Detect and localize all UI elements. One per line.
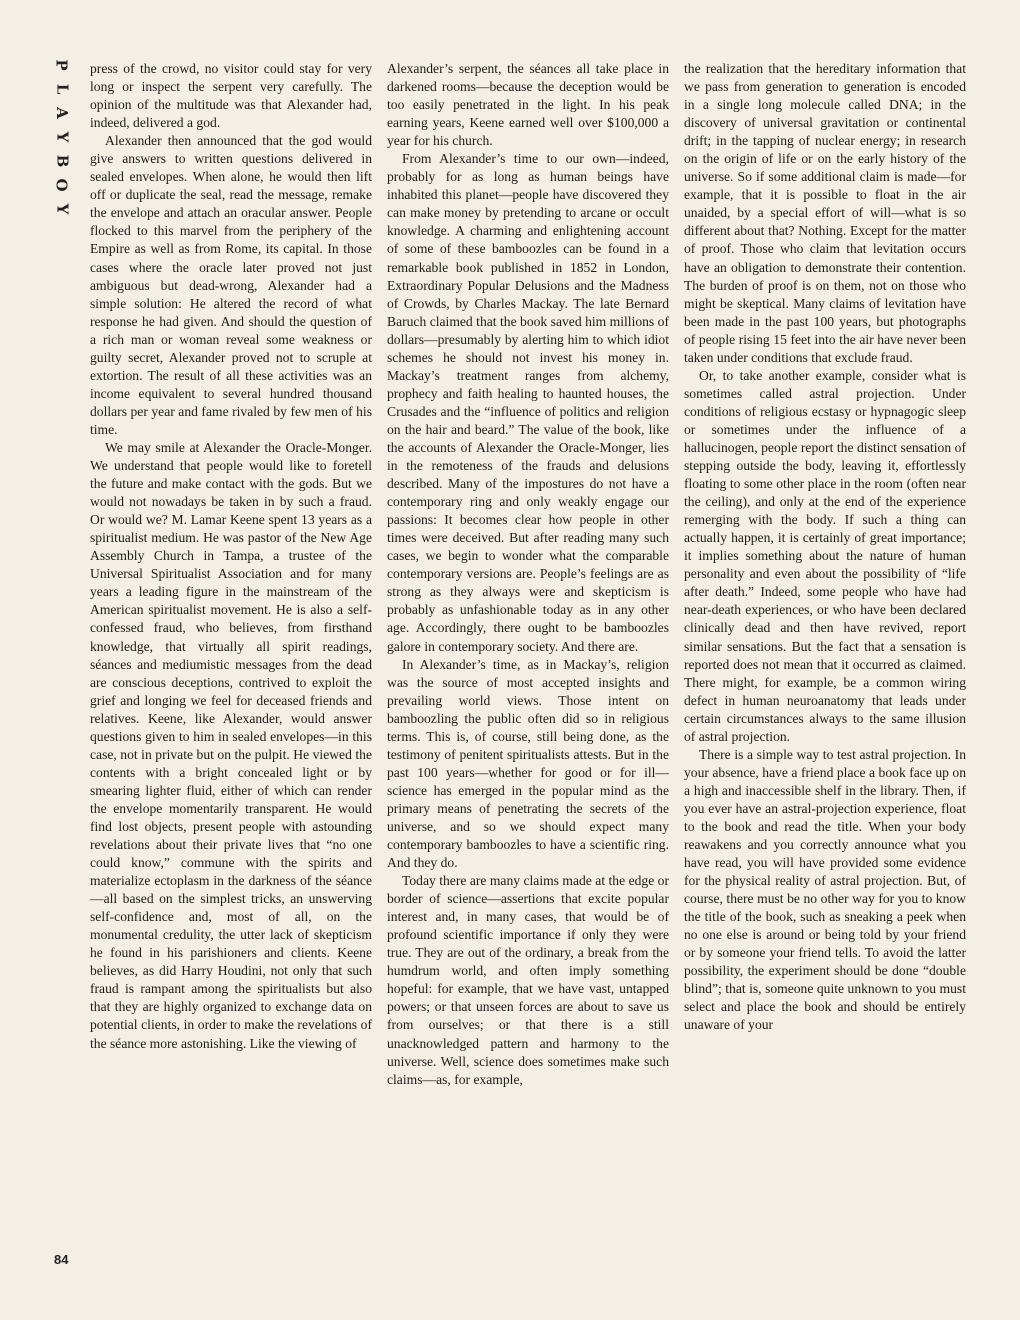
magazine-name-letter: Y [53, 131, 71, 143]
paragraph: Today there are many claims made at the edge or border of science—assertions that excite popular interest and, in many cases, that would be of profound scientific importance if only they were true. They are out of the ordinary, a break from the humdrum world, and often imply something hopeful: for example, that we have vast, untapped powers; or that unseen forces are about to save us from ourselves; or that there is a still unacknowledged pattern and harmony to the universe. Well, science does sometimes make such claims—as, for example, [387, 873, 669, 1087]
paragraph: Alexander then announced that the god would give answers to written questions delivered in sealed envelopes. When alone, he would then lift off or duplicate the seal, read the message, remake the envelope and attach an oracular answer. People flocked to this marvel from the periphery of the Empire as well as from Rome, its capital. In those cases where the oracle later proved not just ambiguous but dead-wrong, Alexander had a simple solution: He altered the record of what response he had given. And should the question of a rich man or woman reveal some weakness or guilty secret, Alexander proved not to scruple at extortion. The result of all these activities was an income equivalent to several hundred thousand dollars per year and fame rivaled by few men of his time. [90, 133, 372, 437]
paragraph: the realization that the hereditary information that we pass from generation to generation is encoded in a single long molecule called DNA; in the discovery of universal gravitation or continental drift; in the tapping of nuclear energy; in research on the origin of life or on the early history of the universe. So if some additional claim is made—for example, that it is possible to float in the air unaided, by a special effort of will—what is so different about that? Nothing. Except for the matter of proof. Those who claim that levitation occurs have an obligation to demonstrate their contention. The burden of proof is on them, not on those who might be skeptical. Many claims of levitation have been made in the past 100 years, but photographs of people rising 15 feet into the air have never been taken under conditions that exclude fraud. [684, 61, 966, 365]
page-number: 84 [54, 1252, 69, 1267]
text-column-2 [387, 60, 669, 1089]
paragraph: We may smile at Alexander the Oracle-Monger. We understand that people would like to foretell the future and make contact with the gods. But we would not nowadays be taken in by such a fraud. Or would we? M. Lamar Keene spent 13 years as a spiritualist medium. He was pastor of the New Age Assembly Church in Tampa, a trustee of the Universal Spiritualist Association and for many years a leading figure in the mainstream of the American spiritualist movement. He is also a self-confessed fraud, who believes, from firsthand knowledge, that virtually all spirit readings, séances and mediumistic messages from the dead are conscious deceptions, contrived to exploit the grief and longing we feel for deceased friends and relatives. Keene, like Alexander, would answer questions given to him in sealed envelopes—in this case, not in private but on the pulpit. He viewed the contents with a bright concealed light or by smearing lighter fluid, either of which can render the envelope momentarily transparent. He would find lost objects, present people with astounding revelations about their private lives that “no one could know,” commune with the spirits and materialize ectoplasm in the darkness of the séance—all based on the simplest tricks, an unswerving self-confidence and, most of all, on the monumental credulity, the utter lack of skepticism he found in his parishioners and clients. Keene believes, as did Harry Houdini, not only that such fraud is rampant among the spiritualists but also that they are highly organized to exchange data on potential clients, in order to make the revelations of the séance more astonishing. Like the viewing of [90, 439, 372, 1051]
text-column-3 [684, 60, 966, 1035]
text-column-1 [90, 60, 372, 1053]
paragraph: From Alexander’s time to our own—indeed, probably for as long as human beings have inhabited this planet—people have discovered they can make money by pretending to arcane or occult knowledge. A charming and enlightening account of some of these bamboozles can be found in a remarkable book published in 1852 in London, Extraordinary Popular Delusions and the Madness of Crowds, by Charles Mackay. The late Bernard Baruch claimed that the book saved him millions of dollars—presumably by alerting him to which idiot schemes he should not invest his money in. Mackay’s treatment ranges from alchemy, prophecy and faith healing to haunted houses, the Crusades and the “influence of politics and religion on the hair and beard.” The value of the book, like the accounts of Alexander the Oracle-Monger, lies in the remoteness of the frauds and delusions described. Many of the impostures do not have a contemporary ring and only weakly engage our passions: It becomes clear how people in other times were deceived. But after reading many such cases, we begin to wonder what the comparable contemporary versions are. People’s feelings are as strong as they always were and skepticism is probably as unfashionable today as in any other age. Accordingly, there ought to be bamboozles galore in contemporary society. And there are. [387, 151, 669, 654]
magazine-name-letter: L [52, 83, 71, 95]
paragraph: Or, to take another example, consider what is sometimes called astral projection. Under conditions of religious ecstasy or hypnagogic sleep or sometimes under the influence of a hallucinogen, people report the distinct sensation of stepping outside the body, leaving it, effortlessly floating to some other place in the room (often near the ceiling), and only at the end of the experience remerging with the body. If such a thing can actually happen, it is certainly of great importance; it implies something about the nature of human personality and even about the possibility of “life after death.” Indeed, some people who have had near-death experiences, or who have been declared clinically dead and then have revived, report similar sensations. But the fact that a sensation is reported does not mean that it occurred as claimed. There might, for example, be a common wiring defect in human neuroanatomy that leads under certain circumstances always to the same illusion of astral projection. [684, 367, 966, 744]
paragraph: press of the crowd, no visitor could stay for very long or inspect the serpent very carefully. The opinion of the multitude was that Alexander had, indeed, delivered a god. [90, 61, 372, 131]
magazine-name-letter: B [53, 154, 71, 168]
paragraph: Alexander’s serpent, the séances all take place in darkened rooms—because the deception would be too easily penetrated in the light. In his peak earning years, Keene earned well over $100,000 a year for his church. [387, 61, 669, 149]
magazine-name-letter: Y [53, 203, 71, 215]
paragraph: In Alexander’s time, as in Mackay’s, religion was the source of most accepted insights and prevailing world views. Those intent on bamboozling the public often did so in religious terms. This is, of course, still being done, as the testimony of penitent spiritualists attests. But in the past 100 years—whether for good or for ill—science has emerged in the popular mind as the primary means of penetrating the secrets of the universe, and so we should expect many contemporary bamboozles to have a scientific ring. And they do. [387, 656, 669, 871]
magazine-name-letter: P [53, 59, 71, 71]
magazine-name-vertical [52, 58, 72, 226]
magazine-name-letter: O [52, 178, 71, 192]
magazine-name-letter: A [52, 107, 71, 119]
paragraph: There is a simple way to test astral projection. In your absence, have a friend place a book face up on a high and inaccessible shelf in the library. Then, if you ever have an astral-projection experience, float to the book and read the title. When your body reawakens and you correctly announce what you have read, you will have provided some evidence for the physical reality of astral projection. But, of course, there must be no other way for you to know the title of the book, such as sneaking a peek when no one else is around or being told by your friend or by someone your friend tells. To avoid the latter possibility, the experiment should be done “double blind”; that is, someone quite unknown to you must select and place the book and should be entirely unaware of your [684, 746, 966, 1033]
